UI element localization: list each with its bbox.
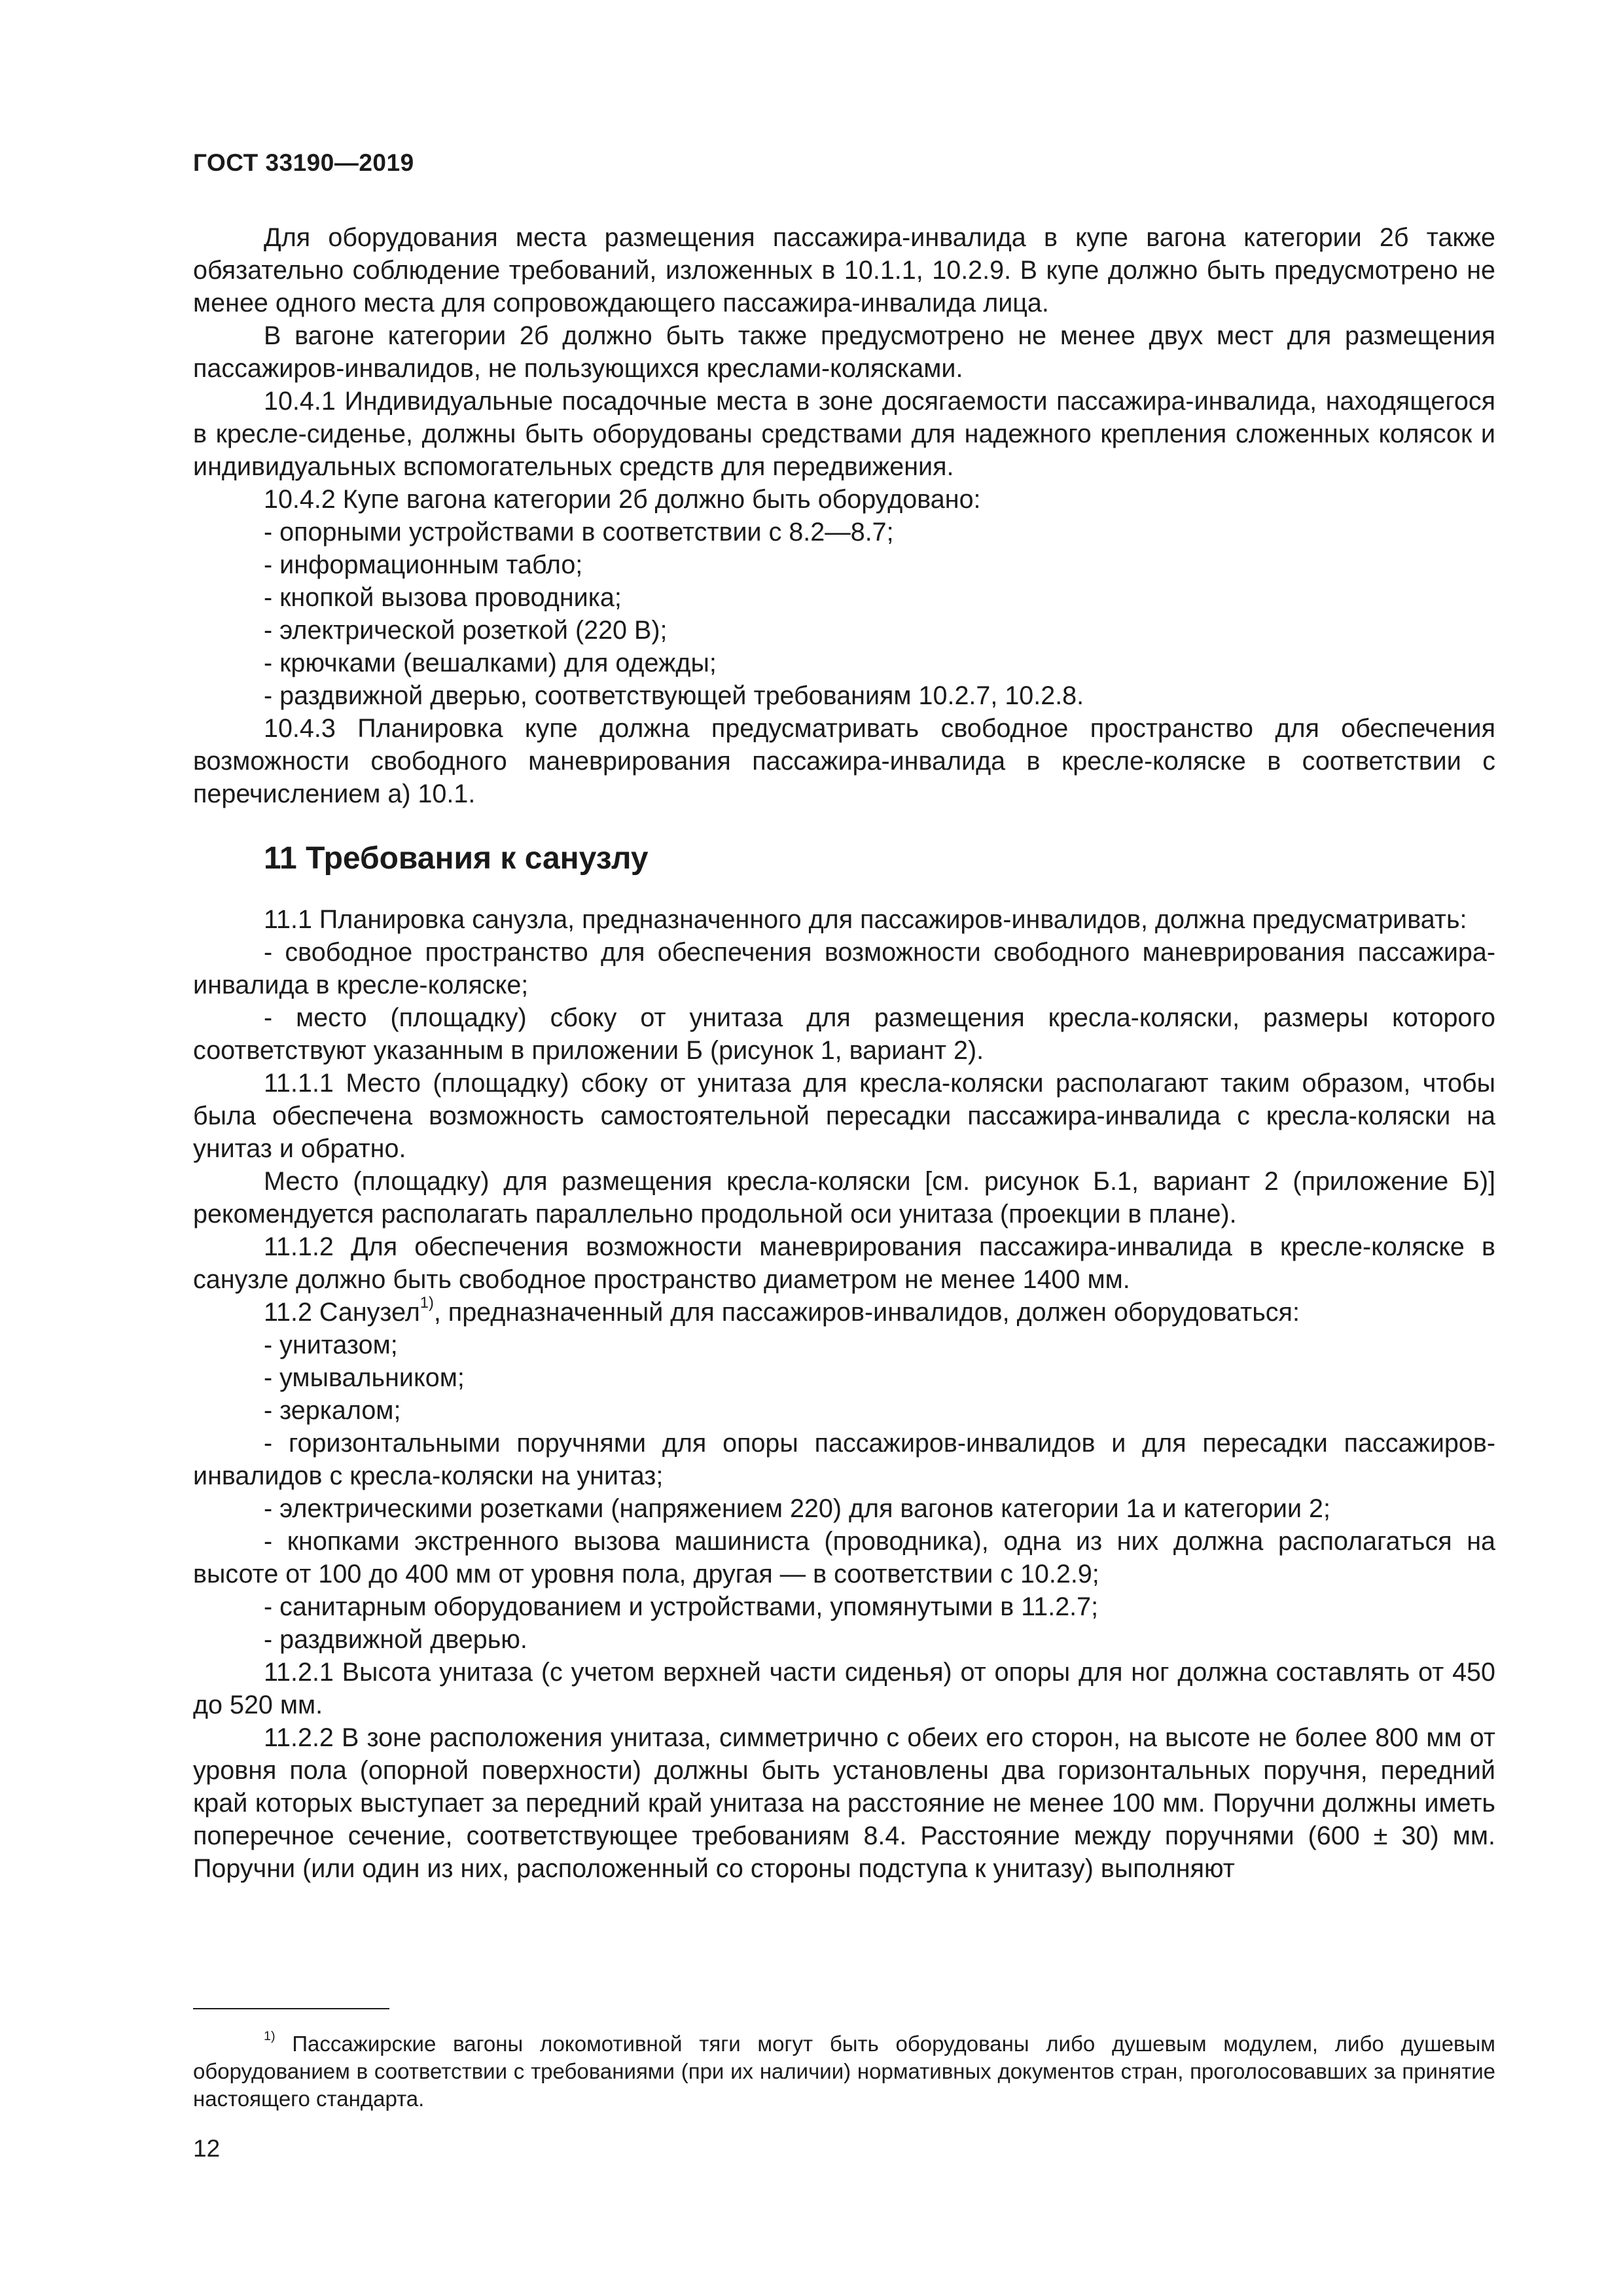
list-item: - санитарным оборудованием и устройствами, упомянутыми в 11.2.7; — [264, 1592, 1099, 1621]
clause-10-4-2: 10.4.2 Купе вагона категории 2б должно быть оборудовано: — [264, 485, 981, 514]
document-header: ГОСТ 33190—2019 — [193, 149, 414, 176]
list-item: - информационным табло; — [264, 550, 583, 579]
clause-11-2 — [193, 1296, 1495, 1329]
clause-11-2-1: 11.2.1 Высота унитаза (с учетом верхней части сиденья) от опоры для ног должна составлять от 450 до 520 мм. — [193, 1658, 1495, 1719]
clause-11-2-2: 11.2.2 В зоне расположения унитаза, симметрично с обеих его сторон, на высоте не более 800 мм от уровня пола (опорной поверхности) должны быть установлены два горизонтальных поручня, передний край которых выступает за передний край унитаза на расстояние не менее 100 мм. Поручни должны иметь поперечное сечение, соответствующее требованиям 8.4. Расстояние между поручнями (600 ± 30) мм. Поручни (или один из них, расположенный со стороны подступа к унитазу) выполняют — [193, 1723, 1495, 1883]
list-item: - крючками (вешалками) для одежды; — [264, 649, 717, 677]
paragraph: В вагоне категории 2б должно быть также предусмотрено не менее двух мест для размещения пассажиров-инвалидов, не пользующихся креслами-колясками. — [193, 321, 1495, 383]
clause-10-4-1: 10.4.1 Индивидуальные посадочные места в зоне досягаемости пассажира-инвалида, находящегося в кресле-сиденье, должны быть оборудованы средствами для надежного крепления сложенных колясок и индивидуальных вспомогательных средств для передвижения. — [193, 387, 1495, 481]
paragraph: Для оборудования места размещения пассажира-инвалида в купе вагона категории 2б также обязательно соблюдение требований, изложенных в 10.1.1, 10.2.9. В купе должно быть предусмотрено не менее одного места для сопровождающего пассажира-инвалида лица. — [193, 223, 1495, 317]
clause-11-1-1: 11.1.1 Место (площадку) сбоку от унитаза для кресла-коляски располагают таким образом, чтобы была обеспечена возможность самостоятельной пересадки пассажира-инвалида с кресла-коляски на унитаз и обратно. — [193, 1069, 1495, 1163]
list-item: - кнопкой вызова проводника; — [264, 583, 622, 612]
footnote-text: Пассажирские вагоны локомотивной тяги могут быть оборудованы либо душевым модулем, либо душевым оборудованием в соответствии с требованиями (при их наличии) нормативных документов стран, проголосовавших за принятие настоящего стандарта. — [193, 2032, 1495, 2111]
document-body — [193, 221, 1495, 1885]
footnote-mark: 1) — [264, 2029, 276, 2044]
page-number: 12 — [193, 2135, 221, 2162]
section-heading: 11 Требования к санузлу — [264, 841, 649, 876]
list-item: - горизонтальными поручнями для опоры пассажиров-инвалидов и для пересадки пассажиров-инвалидов с кресла-коляски на унитаз; — [193, 1429, 1495, 1490]
list-item: - умывальником; — [264, 1363, 465, 1392]
list-item: - кнопками экстренного вызова машиниста (проводника), одна из них должна располагаться на высоте от 100 до 400 мм от уровня пола, другая — в соответствии с 10.2.9; — [193, 1527, 1495, 1588]
footnote-separator — [193, 2008, 389, 2009]
clause-11-1-2: 11.1.2 Для обеспечения возможности маневрирования пассажира-инвалида в кресле-коляске в санузле должно быть свободное пространство диаметром не менее 1400 мм. — [193, 1232, 1495, 1294]
list-item: - место (площадку) сбоку от унитаза для размещения кресла-коляски, размеры которого соответствуют указанным в приложении Б (рисунок 1, вариант 2). — [193, 1003, 1495, 1065]
clause-10-4-3: 10.4.3 Планировка купе должна предусматривать свободное пространство для обеспечения возможности свободного маневрирования пассажира-инвалида в кресле-коляске в соответствии с перечислением а) 10.1. — [193, 714, 1495, 808]
list-item: - электрической розеткой (220 В); — [264, 616, 668, 645]
list-item: - опорными устройствами в соответствии с 8.2—8.7; — [264, 518, 894, 547]
paragraph: Место (площадку) для размещения кресла-коляски [см. рисунок Б.1, вариант 2 (приложение Б)] рекомендуется располагать параллельно продольной оси унитаза (проекции в плане). — [193, 1167, 1495, 1229]
footnote-ref: 1) — [419, 1294, 434, 1312]
list-item: - раздвижной дверью, соответствующей требованиям 10.2.7, 10.2.8. — [264, 681, 1084, 710]
clause-text: 11.2 Санузел — [264, 1298, 420, 1327]
list-item: - свободное пространство для обеспечения возможности свободного маневрирования пассажира-инвалида в кресле-коляске; — [193, 938, 1495, 999]
footnote — [193, 2030, 1495, 2113]
list-item: - электрическими розетками (напряжением 220) для вагонов категории 1а и категории 2; — [264, 1494, 1330, 1523]
list-item: - унитазом; — [264, 1331, 398, 1359]
list-item: - зеркалом; — [264, 1396, 401, 1425]
clause-text: , предназначенный для пассажиров-инвалидов, должен оборудоваться: — [433, 1298, 1300, 1327]
list-item: - раздвижной дверью. — [264, 1625, 527, 1654]
clause-11-1: 11.1 Планировка санузла, предназначенного для пассажиров-инвалидов, должна предусматривать: — [264, 905, 1467, 934]
